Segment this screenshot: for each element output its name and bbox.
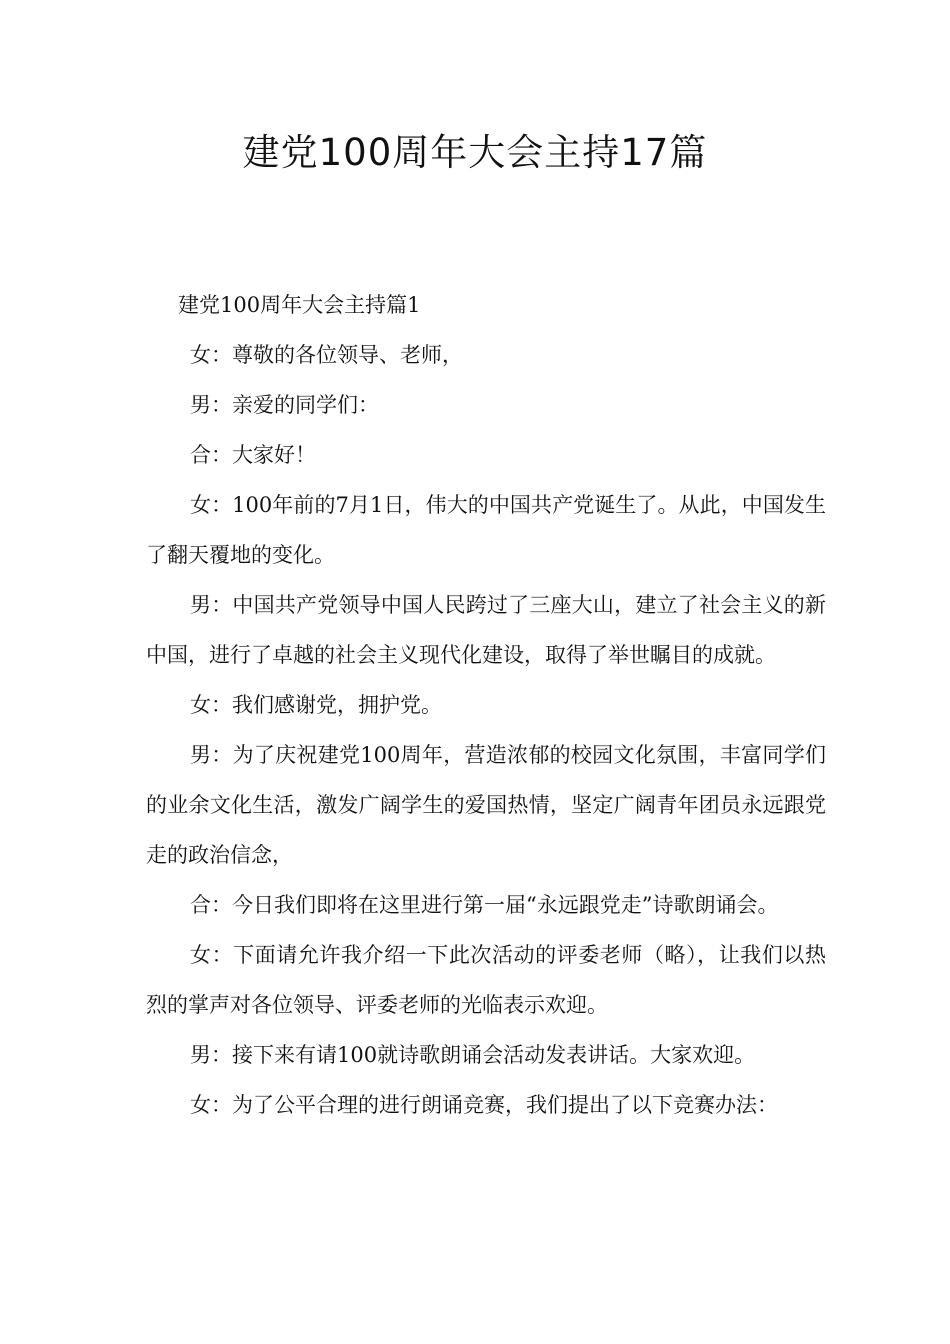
paragraph: 合：今日我们即将在这里进行第一届“永远跟党走”诗歌朗诵会。 — [190, 893, 779, 917]
paragraph: 女：100年前的7月1日，伟大的中国共产党诞生了。从此，中国发生了翻天覆地的变化。 — [146, 493, 826, 567]
document-title: 建党100周年大会主持17篇 — [242, 131, 708, 174]
paragraph: 女：下面请允许我介绍一下此次活动的评委老师（略），让我们以热烈的掌声对各位领导、评委老师的光临表示欢迎。 — [146, 943, 826, 1017]
section-heading: 建党100周年大会主持篇1 — [178, 293, 421, 317]
paragraph: 合：大家好！ — [190, 443, 316, 467]
paragraph: 男：接下来有请100就诗歌朗诵会活动发表讲话。大家欢迎。 — [190, 1043, 756, 1067]
paragraph: 女：为了公平合理的进行朗诵竞赛，我们提出了以下竞赛办法： — [190, 1093, 778, 1117]
paragraph: 女：尊敬的各位领导、老师， — [190, 343, 463, 367]
paragraph: 男：为了庆祝建党100周年，营造浓郁的校园文化氛围，丰富同学们的业余文化生活，激发广阔学生的爱国热情，坚定广阔青年团员永远跟党走的政治信念， — [146, 743, 826, 867]
paragraph: 男：亲爱的同学们： — [190, 393, 379, 417]
paragraph: 男：中国共产党领导中国人民跨过了三座大山，建立了社会主义的新中国，进行了卓越的社会主义现代化建设，取得了举世瞩目的成就。 — [146, 593, 826, 667]
document-body — [146, 280, 826, 1130]
paragraph: 女：我们感谢党，拥护党。 — [190, 693, 442, 717]
